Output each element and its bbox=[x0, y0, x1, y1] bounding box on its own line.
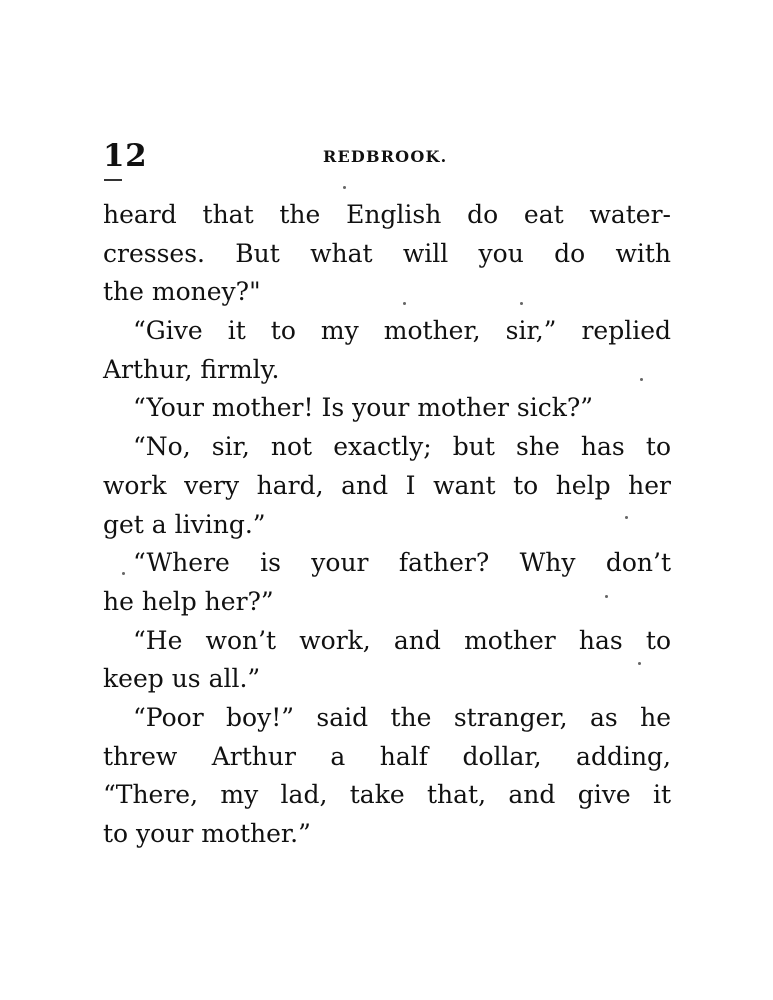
text-line: “He won’t work, and mother has to bbox=[133, 625, 671, 655]
page-header bbox=[103, 136, 671, 176]
scan-speck bbox=[520, 302, 523, 305]
scan-speck bbox=[343, 186, 346, 189]
header-rule bbox=[104, 179, 122, 181]
text-line: “Your mother! Is your mother sick?” bbox=[133, 393, 594, 423]
text-line: cresses. But what will you do with bbox=[103, 238, 671, 268]
text-line: threw Arthur a half dollar, adding, bbox=[103, 741, 671, 771]
text-line: “Where is your father? Why don’t bbox=[133, 548, 671, 578]
text-line: work very hard, and I want to help her bbox=[103, 470, 671, 500]
scan-speck bbox=[605, 595, 608, 598]
text-line: Arthur, firmly. bbox=[103, 354, 280, 384]
text-line: get a living.” bbox=[103, 509, 266, 539]
text-line: keep us all.” bbox=[103, 664, 261, 694]
running-head: REDBROOK. bbox=[323, 147, 448, 166]
page-number: 12 bbox=[103, 138, 148, 174]
scan-speck bbox=[638, 662, 641, 665]
text-line: to your mother.” bbox=[103, 819, 311, 848]
text-line: “There, my lad, take that, and give it bbox=[103, 780, 671, 810]
scan-speck bbox=[640, 378, 643, 381]
text-line: the money?" bbox=[103, 277, 261, 307]
scan-speck bbox=[403, 302, 406, 305]
body-text bbox=[103, 196, 671, 854]
scan-speck bbox=[122, 572, 125, 575]
text-line: “No, sir, not exactly; but she has to bbox=[133, 432, 671, 462]
text-line: he help her?” bbox=[103, 586, 274, 616]
scan-speck bbox=[625, 516, 628, 519]
text-line: “Give it to my mother, sir,” replied bbox=[133, 316, 671, 346]
text-line: heard that the English do eat water- bbox=[103, 200, 671, 229]
text-line: “Poor boy!” said the stranger, as he bbox=[133, 702, 671, 732]
